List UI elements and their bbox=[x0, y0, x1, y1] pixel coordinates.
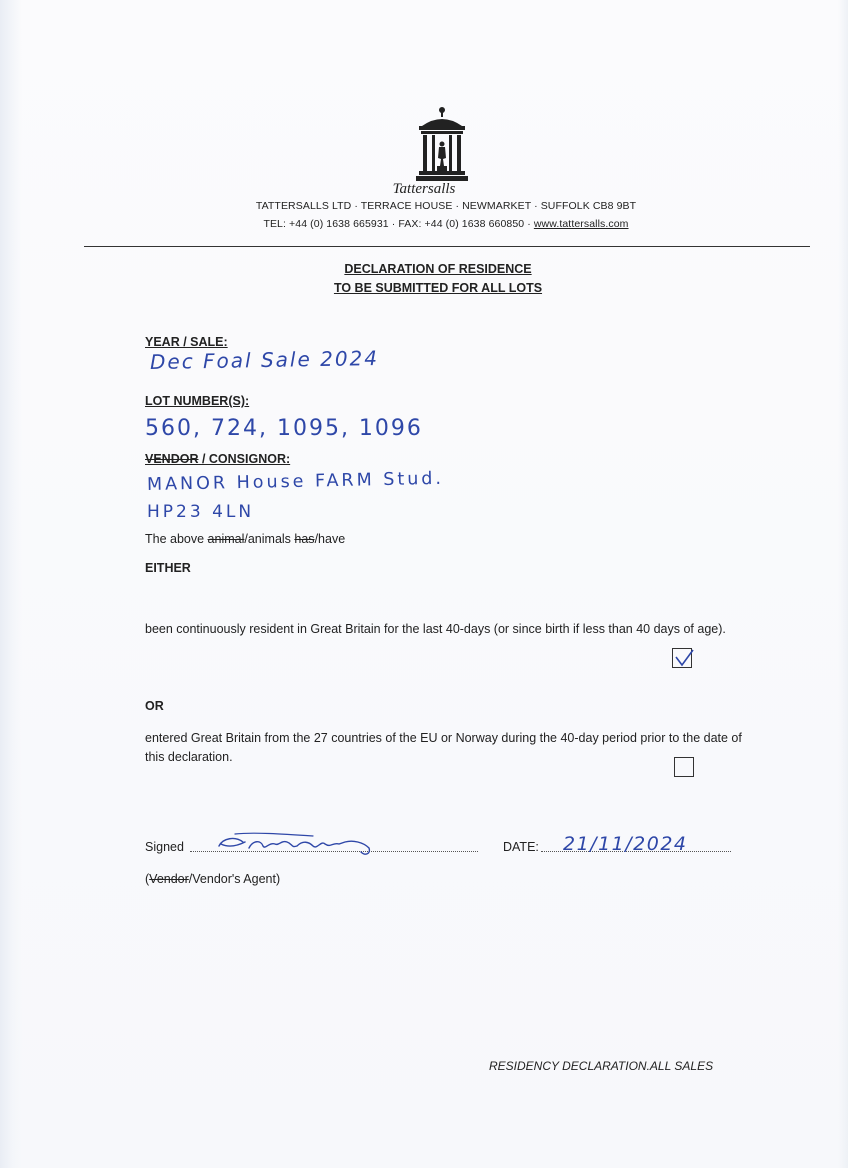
vendor-consignor-label bbox=[145, 452, 290, 466]
statement-has-struck: has bbox=[294, 532, 315, 546]
scan-shadow-right bbox=[838, 0, 848, 1168]
statement-prefix: The above bbox=[145, 532, 208, 546]
option2-checkbox[interactable] bbox=[674, 757, 694, 777]
website-link[interactable]: www.tattersalls.com bbox=[533, 218, 629, 230]
brand-name: Tattersalls bbox=[392, 181, 456, 197]
agent-vendor-agent: /Vendor's Agent) bbox=[188, 872, 281, 886]
consignor-text: / CONSIGNOR: bbox=[198, 452, 291, 466]
year-sale-value[interactable]: Dec Foal Sale 2024 bbox=[149, 346, 380, 374]
option2-text: entered Great Britain from the 27 countries of the EU or Norway during the 40-day period prior to the date of this declaration. bbox=[145, 731, 742, 764]
vendor-value[interactable]: MANOR House FARM Stud. bbox=[146, 468, 445, 495]
statement-line bbox=[145, 532, 345, 546]
either-label: EITHER bbox=[145, 561, 191, 575]
date-label: DATE: bbox=[503, 840, 539, 854]
statement-suffix: /have bbox=[314, 532, 346, 546]
option1-checkbox[interactable] bbox=[672, 648, 692, 668]
date-value[interactable]: 21/11/2024 bbox=[563, 833, 688, 855]
statement-animal-struck: animal bbox=[207, 532, 245, 546]
company-address: TATTERSALLS LTD · TERRACE HOUSE · NEWMARKET · SUFFOLK CB8 9BT bbox=[255, 200, 637, 212]
footer-label: RESIDENCY DECLARATION.ALL SALES bbox=[489, 1059, 714, 1073]
lot-numbers-label: LOT NUMBER(S): bbox=[145, 394, 250, 408]
signed-label: Signed bbox=[145, 840, 184, 854]
statement-middle: /animals bbox=[244, 532, 295, 546]
agent-open-paren: ( bbox=[145, 872, 150, 886]
or-label: OR bbox=[145, 699, 164, 713]
header-divider bbox=[84, 246, 810, 247]
checkmark-icon bbox=[672, 645, 696, 669]
form-title: DECLARATION OF RESIDENCE bbox=[344, 262, 532, 276]
company-contact bbox=[0, 218, 848, 230]
lot-numbers-value[interactable]: 560, 724, 1095, 1096 bbox=[145, 416, 423, 441]
agent-vendor-struck: Vendor bbox=[149, 872, 189, 886]
vendor-postcode[interactable]: HP23 4LN bbox=[147, 502, 255, 522]
handwritten-signature[interactable] bbox=[213, 830, 383, 860]
vendor-struck: VENDOR bbox=[145, 452, 199, 466]
year-sale-label: YEAR / SALE: bbox=[145, 335, 228, 349]
option1-text: been continuously resident in Great Britain for the last 40-days (or since birth if less than 40 days of age). bbox=[145, 622, 726, 636]
tattersalls-logo-icon bbox=[414, 106, 470, 182]
form-subtitle: TO BE SUBMITTED FOR ALL LOTS bbox=[333, 281, 543, 295]
contact-phone-fax: TEL: +44 (0) 1638 665931 · FAX: +44 (0) 1638 660850 · bbox=[263, 218, 534, 230]
scan-shadow-left bbox=[0, 0, 22, 1168]
agent-label bbox=[145, 872, 280, 886]
